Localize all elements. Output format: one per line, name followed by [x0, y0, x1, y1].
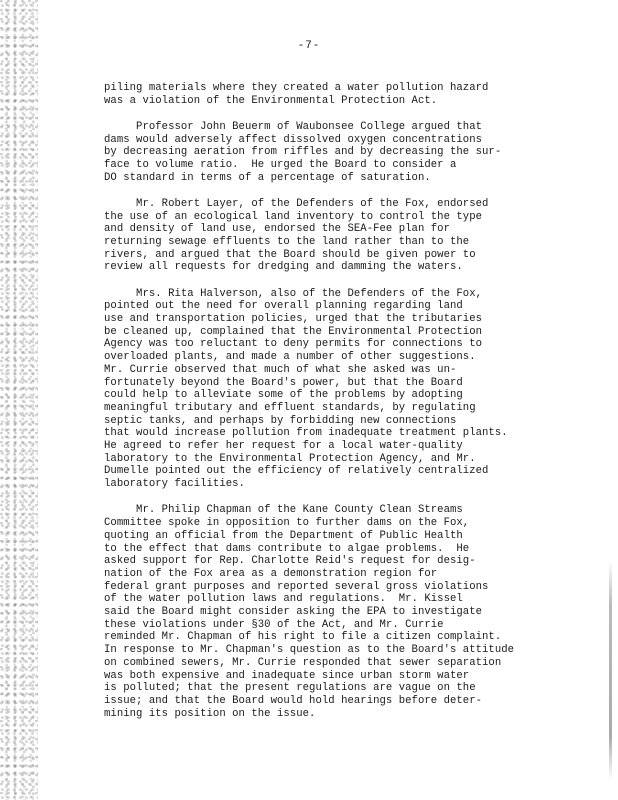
text-line: Agency was too reluctant to deny permits for connections to [104, 338, 483, 351]
text-line: Mrs. Rita Halverson, also of the Defenders of the Fox, [104, 287, 483, 300]
paragraph [104, 504, 552, 720]
scan-shadow-right-edge [609, 560, 612, 780]
text-line: reminded Mr. Chapman of his right to file a citizen complaint. [104, 631, 502, 644]
text-line: pointed out the need for overall planning regarding land [104, 300, 463, 313]
text-line: Professor John Beuerm of Waubonsee College argued that [104, 120, 483, 133]
text-line: that would increase pollution from inadequate treatment plants. [104, 427, 508, 440]
text-line: Committee spoke in opposition to further dams on the Fox, [104, 517, 470, 530]
text-line: mining its position on the issue. [104, 707, 316, 720]
text-line: dams would adversely affect dissolved oxygen concentrations [104, 133, 483, 146]
text-line: was both expensive and inadequate since urban storm water [104, 669, 470, 682]
text-line: Mr. Currie observed that much of what she asked was un- [104, 363, 457, 376]
text-line: laboratory facilities. [104, 478, 245, 491]
text-line: face to volume ratio. He urged the Board to consider a [104, 159, 457, 172]
text-line: Mr. Philip Chapman of the Kane County Clean Streams [104, 504, 463, 517]
text-line: said the Board might consider asking the EPA to investigate [104, 606, 483, 619]
text-line: nation of the Fox area as a demonstration region for [104, 567, 438, 580]
paragraph [104, 82, 552, 107]
paragraph [104, 121, 552, 185]
paragraph [104, 288, 552, 491]
text-line: and density of land use, endorsed the SEA-Fee plan for [104, 223, 450, 236]
text-line: meaningful tributary and effluent standards, by regulating [104, 401, 476, 414]
text-line: fortunately beyond the Board's power, but that the Board [104, 376, 463, 389]
text-line: by decreasing aeration from riffles and by decreasing the sur- [104, 146, 502, 159]
text-line: be cleaned up, complained that the Environmental Protection [104, 325, 483, 338]
text-line: returning sewage effluents to the land rather than to the [104, 236, 470, 249]
text-line: septic tanks, and perhaps by forbidding new connections [104, 414, 457, 427]
page-number: -7- [297, 40, 321, 52]
text-line: DO standard in terms of a percentage of saturation. [104, 171, 431, 184]
text-line: to the effect that dams contribute to algae problems. He [104, 542, 470, 555]
body-text [104, 82, 552, 734]
paragraph [104, 198, 552, 274]
text-line: issue; and that the Board would hold hearings before deter- [104, 694, 483, 707]
text-line: of the water pollution laws and regulations. Mr. Kissel [104, 593, 463, 606]
text-line: In response to Mr. Chapman's question as to the Board's attitude [104, 644, 515, 657]
text-line: these violations under §30 of the Act, and Mr. Currie [104, 618, 444, 631]
text-line: laboratory to the Environmental Protection Agency, and Mr. [104, 452, 476, 465]
text-line: quoting an official from the Department of Public Health [104, 529, 463, 542]
text-line: use and transportation policies, urged that the tributaries [104, 313, 483, 326]
text-line: piling materials where they created a water pollution hazard [104, 82, 489, 94]
text-line: review all requests for dredging and damming the waters. [104, 261, 463, 274]
text-line: is polluted; that the present regulations are vague on the [104, 682, 476, 695]
text-line: on combined sewers, Mr. Currie responded that sewer separation [104, 656, 502, 669]
text-line: federal grant purposes and reported several gross violations [104, 580, 489, 593]
text-line: He agreed to refer her request for a local water-quality [104, 440, 463, 453]
text-line: asked support for Rep. Charlotte Reid's request for desig- [104, 555, 476, 568]
text-line: rivers, and argued that the Board should be given power to [104, 248, 476, 261]
text-line: Mr. Robert Layer, of the Defenders of the Fox, endorsed [104, 197, 489, 210]
text-line: overloaded plants, and made a number of other suggestions. [104, 351, 476, 364]
text-line: Dumelle pointed out the efficiency of relatively centralized [104, 465, 489, 478]
text-line: could help to alleviate some of the problems by adopting [104, 389, 463, 402]
text-line: the use of an ecological land inventory to control the type [104, 210, 483, 223]
text-line: was a violation of the Environmental Protection Act. [104, 94, 438, 107]
scan-noise-left-edge [0, 0, 38, 800]
